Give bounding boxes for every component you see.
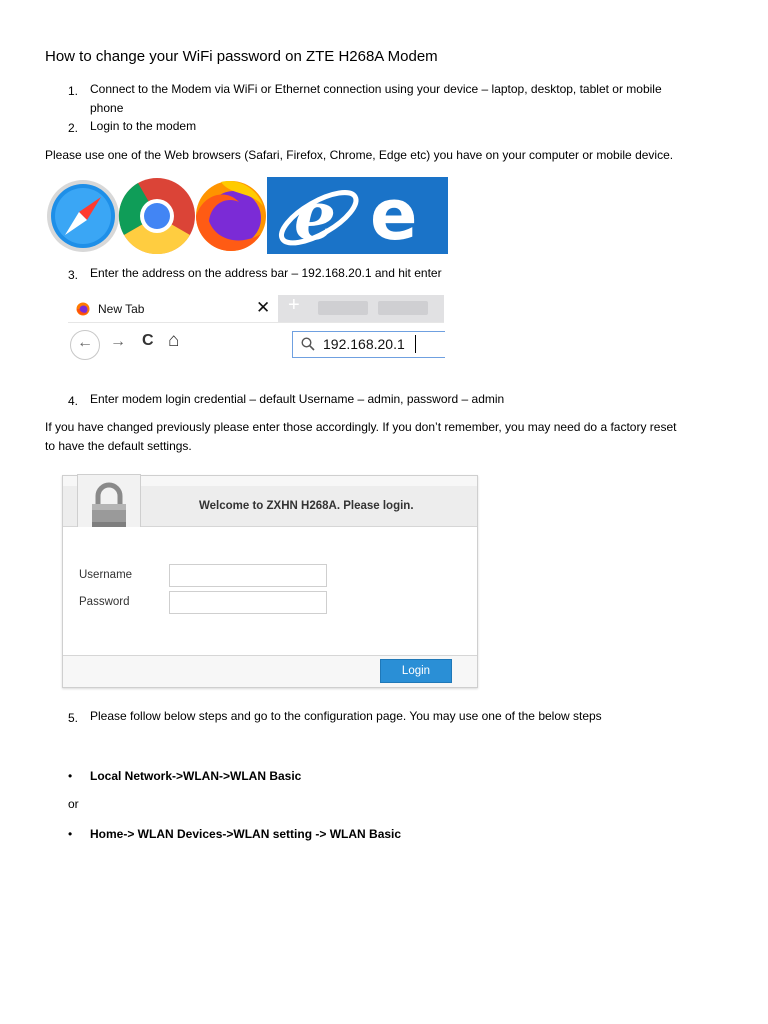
- login-panel: [62, 475, 478, 688]
- svg-text:e: e: [370, 177, 418, 254]
- home-icon[interactable]: ⌂: [168, 330, 180, 351]
- bullet: •: [68, 827, 73, 841]
- username-label: Username: [79, 569, 133, 581]
- browser-logos: [46, 177, 448, 254]
- step-number: 5.: [68, 711, 79, 725]
- step-number: 3.: [68, 268, 79, 282]
- login-button[interactable]: Login: [380, 659, 452, 683]
- blurred-tab: [378, 301, 428, 315]
- page-title: How to change your WiFi password on ZTE H268A Modem: [45, 48, 438, 65]
- text-cursor: [415, 335, 416, 353]
- step-3-text: Enter the address on the address bar – 192.168.20.1 and hit enter: [90, 266, 442, 280]
- or-text: or: [68, 797, 79, 811]
- address-bar[interactable]: [292, 331, 445, 358]
- firefox-icon: [196, 181, 266, 251]
- changed-note-line-1: If you have changed previously please enter those accordingly. If you don’t remember, you may need do a factory reset: [45, 420, 677, 434]
- tab-strip: [68, 295, 444, 322]
- path-option-2: Home-> WLAN Devices->WLAN setting -> WLAN Basic: [90, 827, 402, 841]
- browser-logos-graphic: [46, 177, 448, 254]
- svg-text:e: e: [294, 177, 336, 254]
- blurred-tab: [318, 301, 368, 315]
- safari-icon: [47, 180, 119, 252]
- password-input[interactable]: [169, 591, 327, 614]
- edge-icon: [370, 177, 417, 254]
- tab-label: New Tab: [98, 302, 145, 316]
- forward-arrow-icon[interactable]: →: [110, 333, 126, 350]
- back-arrow-icon: ←: [77, 334, 93, 351]
- step-number: 4.: [68, 394, 79, 408]
- firefox-tab-icon: [76, 302, 90, 316]
- password-label: Password: [79, 596, 130, 608]
- step-number: 2.: [68, 121, 79, 135]
- changed-note-line-2: to have the default settings.: [45, 439, 192, 453]
- step-1-line-2: phone: [90, 101, 124, 115]
- login-form: [63, 527, 477, 656]
- path-option-1: Local Network->WLAN->WLAN Basic: [90, 769, 302, 783]
- tab-new-tab[interactable]: [68, 295, 278, 322]
- browser-screenshot: [68, 295, 444, 363]
- reload-icon[interactable]: C: [142, 332, 154, 349]
- close-tab-icon[interactable]: ✕: [256, 298, 271, 317]
- chrome-icon: [119, 178, 195, 254]
- step-1-line-1: Connect to the Modem via WiFi or Ethernet connection using your device – laptop, desktop, tablet or mobile: [90, 82, 662, 96]
- back-button[interactable]: [70, 330, 100, 360]
- step-number: 1.: [68, 84, 79, 98]
- step-2-text: Login to the modem: [90, 119, 197, 133]
- new-tab-icon[interactable]: +: [288, 294, 300, 316]
- background-tabs: [278, 295, 444, 322]
- welcome-text: Welcome to ZXHN H268A. Please login.: [199, 500, 414, 512]
- bullet: •: [68, 769, 73, 783]
- search-icon: [301, 337, 315, 351]
- navigation-bar: [68, 322, 444, 364]
- step-5-text: Please follow below steps and go to the configuration page. You may use one of the below steps: [90, 709, 602, 723]
- address-text: 192.168.20.1: [323, 336, 405, 352]
- step-4-text: Enter modem login credential – default Username – admin, password – admin: [90, 392, 505, 406]
- username-input[interactable]: [169, 564, 327, 587]
- browsers-note: Please use one of the Web browsers (Safari, Firefox, Chrome, Edge etc) you have on your computer or mobile device.: [45, 148, 674, 162]
